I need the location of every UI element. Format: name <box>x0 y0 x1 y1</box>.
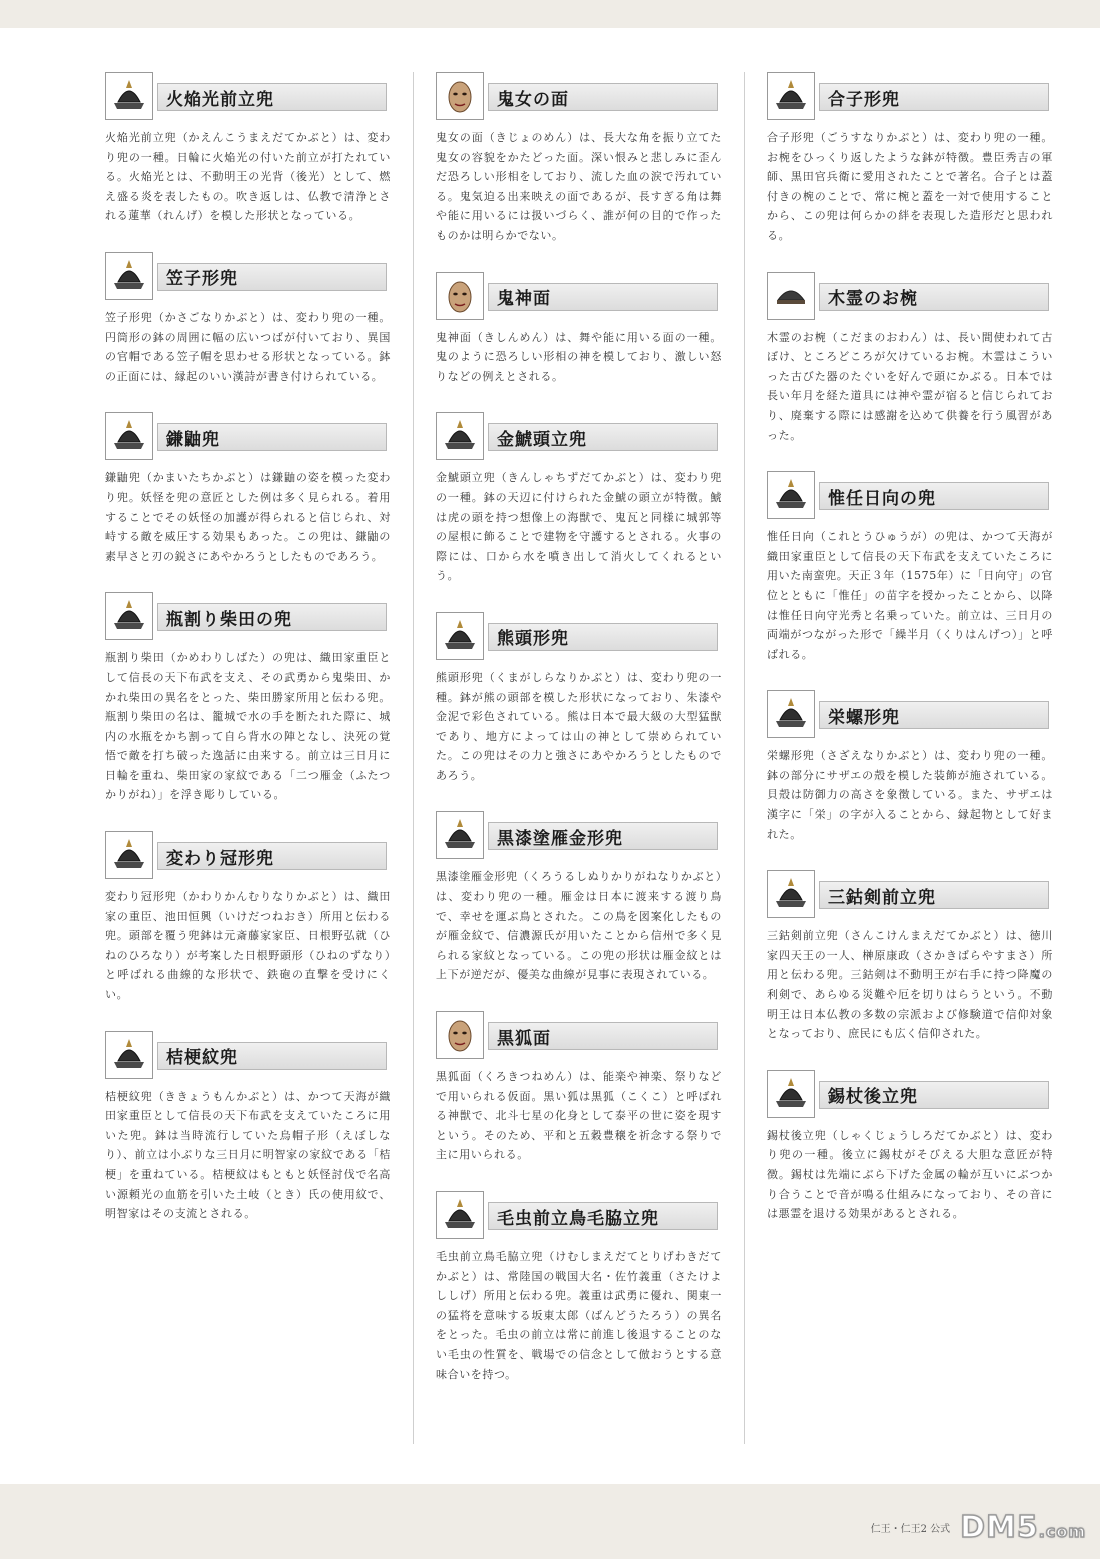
item-header <box>436 811 722 861</box>
item-entry <box>105 252 391 386</box>
item-header <box>105 72 391 122</box>
column-right <box>767 72 1053 1250</box>
item-entry <box>105 412 391 566</box>
item-description: 合子形兜（ごうすなりかぶと）は、変わり兜の一種。お椀をひっくり返したような鉢が特徴。豊臣秀吉の軍師、黒田官兵衛に愛用されたことで著名。合子とは蓋付きの椀のことで、常に椀と蓋を一対で使用することから、この兜は何らかの絆を表現した造形だと思われる。 <box>767 131 1053 242</box>
helmet-shibata-icon <box>105 592 153 640</box>
item-entry <box>436 272 722 387</box>
helmet-sazae-icon <box>767 690 815 738</box>
item-title: 栄螺形兜 <box>819 701 1049 729</box>
column-divider <box>413 72 414 1444</box>
column-left <box>105 72 391 1250</box>
item-description: 黒狐面（くろきつねめん）は、能楽や神楽、祭りなどで用いられる仮面。黒い狐は黒狐（こくこ）と呼ばれる神獣で、北斗七星の化身として泰平の世に姿を現すという。そのため、平和と五穀豊穣を祈念する祭りで主に用いられる。 <box>436 1070 722 1162</box>
helmet-koreto-icon <box>767 471 815 519</box>
item-entry <box>767 272 1053 446</box>
mask-kishin-icon <box>436 272 484 320</box>
item-entry <box>105 1031 391 1224</box>
item-entry <box>767 471 1053 664</box>
helmet-shakujo-icon <box>767 1070 815 1118</box>
item-title: 金鯱頭立兜 <box>488 423 718 451</box>
item-description: 金鯱頭立兜（きんしゃちずだてかぶと）は、変わり兜の一種。鉢の天辺に付けられた金鯱の頭立が特徴。鯱は虎の頭を持つ想像上の海獣で、鬼瓦と同様に城郭等の屋根に飾ることで建物を守護するとされる。火事の際には、口から水を噴き出して消火してくれるという。 <box>436 471 722 583</box>
item-entry <box>767 690 1053 844</box>
item-header <box>767 272 1053 322</box>
helmet-goshi-icon <box>767 72 815 120</box>
item-header <box>436 1011 722 1061</box>
item-entry <box>436 612 722 786</box>
kodama-bowl-icon <box>767 272 815 320</box>
item-description: 栄螺形兜（さざえなりかぶと）は、変わり兜の一種。鉢の部分にサザエの殻を模した装飾が施されている。貝殻は防御力の高さを象徴している。また、サザエは漢字に「栄」の字が入ることから、縁起物として好まれた。 <box>767 749 1053 841</box>
item-header <box>436 272 722 322</box>
item-entry <box>436 1011 722 1165</box>
item-title: 惟任日向の兜 <box>819 482 1049 510</box>
item-title: 黒漆塗雁金形兜 <box>488 822 718 850</box>
item-title: 変わり冠形兜 <box>157 842 387 870</box>
helmet-karigane-icon <box>436 811 484 859</box>
item-description: 木霊のお椀（こだまのおわん）は、長い間使われて古ぼけ、ところどころが欠けているお椀。木霊はこういった古びた器のたぐいを好んで頭にかぶる。日本では長い年月を経た道具には神や霊が宿ると信じられており、廃棄する際には感謝を込めて供養を行う風習があった。 <box>767 330 1053 442</box>
item-header <box>767 1070 1053 1120</box>
helmet-kamaitachi-icon <box>105 412 153 460</box>
item-entry <box>767 870 1053 1044</box>
item-header <box>105 412 391 462</box>
item-description: 毛虫前立鳥毛脇立兜（けむしまえだてとりげわきだてかぶと）は、常陸国の戦国大名・佐竹義重（さたけよししげ）所用と伝わる兜。義重は武勇に優れ、関東一の猛将を意味する坂東太郎（ばんどうたろう）の異名をとった。毛虫の前立は常に前進し後退することのない毛虫の性質を、戦場での信念として倣おうとする意味合いを持つ。 <box>436 1250 722 1381</box>
helmet-kanmuri-icon <box>105 831 153 879</box>
helmet-kikyo-icon <box>105 1031 153 1079</box>
helmet-flame-icon <box>105 72 153 120</box>
item-title: 火焔光前立兜 <box>157 83 387 111</box>
item-title: 鎌鼬兜 <box>157 423 387 451</box>
item-description: 笠子形兜（かさごなりかぶと）は、変わり兜の一種。円筒形の鉢の周囲に幅の広いつばが付いており、異国の官帽である笠子帽を思わせる形状となっている。鉢の正面には、縁起のいい漢詩が書き付けられている。 <box>105 310 391 383</box>
item-description: 瓶割り柴田（かめわりしばた）の兜は、織田家重臣として信長の天下布武を支え、その武勇から鬼柴田、かかれ柴田の異名をとった、柴田勝家所用と伝わる兜。瓶割り柴田の名は、籠城で水の手を断たれた際に、城内の水瓶をかち割って自ら背水の陣となし、決死の覚悟で敵を打ち破った逸話に由来する。前立は三日月に日輪を重ね、柴田家の家紋である「二つ雁金（ふたつかりがね）」を浮き彫りしている。 <box>105 651 391 802</box>
item-entry <box>105 72 391 226</box>
item-header <box>105 831 391 881</box>
item-header <box>436 412 722 462</box>
item-description: 三鈷剣前立兜（さんこけんまえだてかぶと）は、徳川家四天王の一人、榊原康政（さかきばらやすまさ）所用と伝わる兜。三鈷剣は不動明王が右手に持つ降魔の利剣で、あらゆる災難や厄を切りはらうという。不動明王は日本仏教の多数の宗派および修験道で信仰対象となっており、庶民にも広く信仰された。 <box>767 929 1053 1041</box>
item-header <box>105 252 391 302</box>
column-divider <box>744 72 745 1444</box>
item-header <box>105 592 391 642</box>
item-description: 錫杖後立兜（しゃくじょうしろだてかぶと）は、変わり兜の一種。後立に錫杖がそびえる大胆な意匠が特徴。錫杖は先端にぶら下げた金属の輪が互いにぶつかり合うことで音が鳴る仕組みになっており、その音には悪霊を退ける効果があるとされる。 <box>767 1128 1053 1221</box>
item-header <box>767 870 1053 920</box>
item-description: 火焔光前立兜（かえんこうまえだてかぶと）は、変わり兜の一種。日輪に火焔光の付いた前立が打たれている。火焔光とは、不動明王の光背（後光）として、燃え盛る炎を表したもの。吹き返しは、仏教で清浄とされる蓮華（れんげ）を模した形状となっている。 <box>105 131 391 223</box>
item-description: 桔梗紋兜（ききょうもんかぶと）は、かつて天海が織田家重臣として信長の天下布武を支えていたころに用いた兜。鉢は当時流行していた烏帽子形（えぼしなり）、前立は小ぶりな三日月に明智家の家紋である「桔梗」を重ねている。桔梗紋はもともと妖怪討伐で名高い源頼光の血筋を引いた土岐（とき）氏の使用紋で、明智家はその支流とされる。 <box>105 1089 391 1221</box>
item-header <box>436 1191 722 1241</box>
item-entry <box>105 831 391 1005</box>
item-description: 黒漆塗雁金形兜（くろうるしぬりかりがねなりかぶと）は、変わり兜の一種。雁金は日本に渡来する渡り鳥で、幸せを運ぶ鳥とされた。この鳥を図案化したものが雁金紋で、信濃源氏が用いたことから信州で多く見られる家紋となっている。この兜の形状は雁金紋とは上下が逆だが、優美な曲線が見事に表現されている。 <box>436 870 722 982</box>
mask-kuroko-icon <box>436 1011 484 1059</box>
item-entry <box>436 811 722 985</box>
item-title: 瓶割り柴田の兜 <box>157 603 387 631</box>
item-entry <box>767 1070 1053 1224</box>
item-header <box>767 72 1053 122</box>
page-footer <box>871 1510 1086 1545</box>
mask-kijo-icon <box>436 72 484 120</box>
helmet-sanko-icon <box>767 870 815 918</box>
item-title: 鬼神面 <box>488 283 718 311</box>
item-header <box>767 690 1053 740</box>
item-title: 錫杖後立兜 <box>819 1081 1049 1109</box>
item-title: 笠子形兜 <box>157 263 387 291</box>
item-title: 熊頭形兜 <box>488 623 718 651</box>
item-title: 桔梗紋兜 <box>157 1042 387 1070</box>
item-title: 木霊のお椀 <box>819 283 1049 311</box>
site-logo-text: DM5 <box>960 1510 1039 1545</box>
site-logo-suffix: .com <box>1038 1522 1086 1541</box>
column-middle <box>436 72 722 1410</box>
item-header <box>436 612 722 662</box>
item-description: 変わり冠形兜（かわりかんむりなりかぶと）は、織田家の重臣、池田恒興（いけだつねおき）所用と伝わる兜。頭部を覆う兜鉢は元斎藤家家臣、日根野弘就（ひねのひろなり）が考案した日根野頭形（ひねのずなり）と呼ばれる曲線的な形状で、鉄砲の直撃を受けにくい。 <box>105 890 391 1002</box>
item-title: 毛虫前立鳥毛脇立兜 <box>488 1202 718 1230</box>
item-entry <box>436 72 722 246</box>
footer-text: 仁王・仁王2 公式 <box>870 1524 951 1535</box>
helmet-kasago-icon <box>105 252 153 300</box>
item-entry <box>767 72 1053 246</box>
helmet-kuma-icon <box>436 612 484 660</box>
item-header <box>767 471 1053 521</box>
item-header <box>436 72 722 122</box>
item-title: 鬼女の面 <box>488 83 718 111</box>
item-header <box>105 1031 391 1081</box>
item-title: 黒狐面 <box>488 1022 718 1050</box>
item-description: 熊頭形兜（くまがしらなりかぶと）は、変わり兜の一種。鉢が熊の頭部を模した形状になっており、朱漆や金泥で彩色されている。熊は日本で最大級の大型猛獣であり、地方によっては山の神として崇められていた。この兜はその力と強さにあやかろうとしたものであろう。 <box>436 670 722 782</box>
item-description: 惟任日向（これとうひゅうが）の兜は、かつて天海が織田家重臣として信長の天下布武を支えていたころに用いた南蛮兜。天正３年（1575年）に「日向守」の官位とともに「惟任」の苗字を授かったことから、以降は惟任日向守光秀と名乗っていた。前立は、三日月の両端がつながった形で「繰半月（くりはんげつ）」と呼ばれる。 <box>767 530 1053 661</box>
item-entry <box>436 1191 722 1384</box>
item-description: 鬼女の面（きじょのめん）は、長大な角を振り立てた鬼女の容貌をかたどった面。深い恨みと悲しみに歪んだ恐ろしい形相をしており、流した血の涙で汚れている。鬼気迫る出来映えの面であるが、長すぎる角は舞や能に用いるには扱いづらく、誰が何の目的で作ったものかは明らかでない。 <box>436 131 722 242</box>
helmet-kinshachi-icon <box>436 412 484 460</box>
item-title: 合子形兜 <box>819 83 1049 111</box>
item-entry <box>436 412 722 586</box>
item-description: 鬼神面（きしんめん）は、舞や能に用いる面の一種。鬼のように恐ろしい形相の神を模しており、激しい怒りなどの例えとされる。 <box>436 330 722 383</box>
site-logo <box>960 1510 1086 1545</box>
item-title: 三鈷剣前立兜 <box>819 881 1049 909</box>
item-entry <box>105 592 391 805</box>
helmet-kemushi-icon <box>436 1191 484 1239</box>
item-description: 鎌鼬兜（かまいたちかぶと）は鎌鼬の姿を模った変わり兜。妖怪を兜の意匠とした例は多く見られる。着用することでその妖怪の加護が得られると信じられ、対峙する敵を威圧する効果もあった。この兜は、鎌鼬の素早さと刃の鋭さにあやかろうとしたものであろう。 <box>105 471 391 563</box>
